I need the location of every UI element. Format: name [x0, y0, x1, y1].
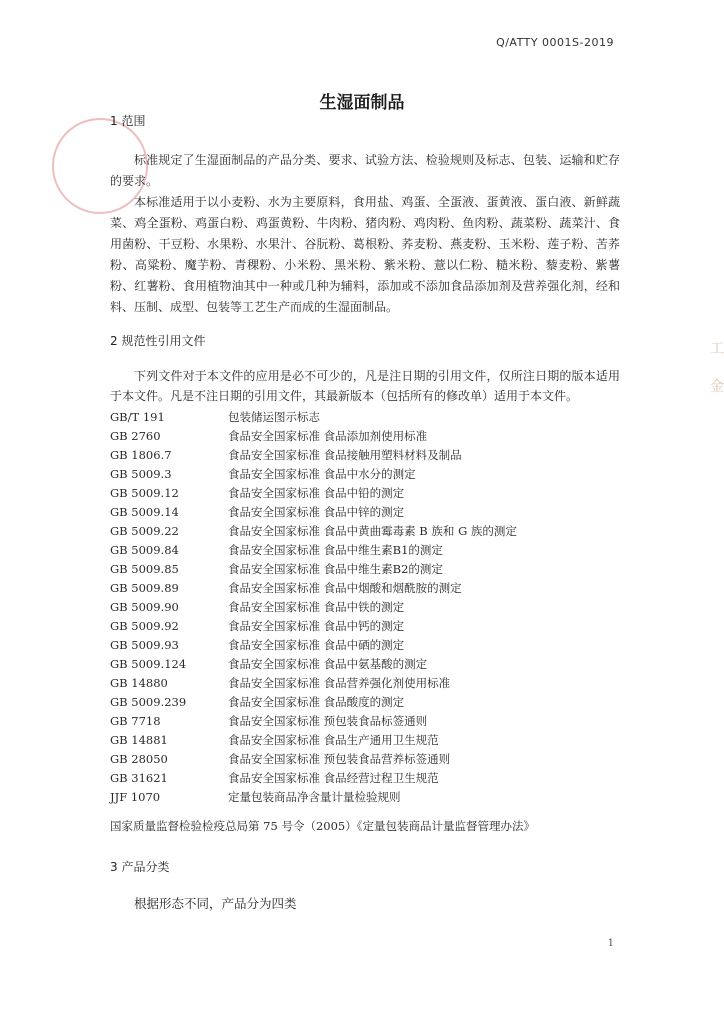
reference-code: GB 31621 — [110, 771, 168, 785]
edge-char-2: 金 — [710, 379, 724, 395]
reference-code: GB 28050 — [110, 752, 168, 766]
reference-row — [110, 579, 620, 598]
reference-code: GB 14880 — [110, 676, 168, 690]
scope-paragraph-1: 标准规定了生湿面制品的产品分类、要求、试验方法、检验规则及标志、包装、运输和贮存的要求。 — [110, 153, 620, 188]
section-heading-scope: 1 范围 — [110, 114, 146, 128]
reference-code: GB 5009.90 — [110, 600, 179, 614]
reference-list — [110, 408, 620, 807]
reference-code: GB 5009.239 — [110, 695, 187, 709]
edge-char-1: 工 — [710, 341, 724, 357]
reference-title: 食品安全国家标准 食品添加剂使用标准 — [228, 429, 428, 443]
reference-code: GB/T 191 — [110, 410, 165, 424]
references-intro: 下列文件对于本文件的应用是必不可少的，凡是注日期的引用文件，仅所注日期的版本适用于本文件。凡是不注日期的引用文件，其最新版本（包括所有的修改单）适用于本文件。 — [110, 369, 620, 403]
page-number: 1 — [607, 938, 614, 949]
reference-code: GB 2760 — [110, 429, 161, 443]
reference-row — [110, 712, 620, 731]
reference-row — [110, 655, 620, 674]
reference-title: 食品安全国家标准 食品中钙的测定 — [228, 619, 405, 633]
reference-title: 食品安全国家标准 食品中铁的测定 — [228, 600, 405, 614]
reference-title: 食品安全国家标准 食品中氨基酸的测定 — [228, 657, 428, 671]
reference-code: GB 5009.22 — [110, 524, 179, 538]
reference-code: GB 1806.7 — [110, 448, 172, 462]
reference-code: JJF 1070 — [110, 790, 161, 804]
reference-title: 食品安全国家标准 食品中锌的测定 — [228, 505, 405, 519]
reference-row — [110, 750, 620, 769]
reference-code: GB 5009.85 — [110, 562, 179, 576]
reference-title: 食品安全国家标准 食品中烟酸和烟酰胺的测定 — [228, 581, 462, 595]
section-heading-references: 2 规范性引用文件 — [110, 334, 206, 348]
reference-note: 国家质量监督检验检疫总局第 75 号令（2005）《定量包装商品计量监督管理办法》 — [110, 819, 535, 833]
reference-title: 食品安全国家标准 食品中硒的测定 — [228, 638, 405, 652]
reference-code: GB 5009.14 — [110, 505, 179, 519]
reference-code: GB 5009.3 — [110, 467, 172, 481]
document-title: 生湿面制品 — [319, 93, 405, 113]
reference-code: GB 5009.12 — [110, 486, 179, 500]
reference-row — [110, 617, 620, 636]
section-heading-classification: 3 产品分类 — [110, 860, 170, 874]
scope-paragraph-2: 本标准适用于以小麦粉、水为主要原料，食用盐、鸡蛋、全蛋液、蛋黄液、蛋白液、新鲜蔬菜、鸡全蛋粉、鸡蛋白粉、鸡蛋黄粉、牛肉粉、猪肉粉、鸡肉粉、鱼肉粉、蔬菜粉、蔬菜汁、食用菌粉、干豆粉、水果粉、水果汁、谷朊粉、葛根粉、荞麦粉、燕麦粉、玉米粉、莲子粉、苦荞粉、高粱粉、魔芋粉、青稞粉、小米粉、黑米粉、紫米粉、薏以仁粉、糙米粉、藜麦粉、紫薯粉、红薯粉、食用植物油其中一种或几种为辅料，添加或不添加食品添加剂及营养强化剂，经和料、压制、成型、包装等工艺生产而成的生湿面制品。 — [110, 195, 620, 314]
edge-seal-fragment — [710, 330, 724, 410]
document-code: Q/ATTY 0001S-2019 — [496, 36, 614, 49]
reference-code: GB 5009.93 — [110, 638, 179, 652]
reference-title: 食品安全国家标准 食品经营过程卫生规范 — [228, 771, 439, 785]
reference-code: GB 5009.124 — [110, 657, 187, 671]
reference-row — [110, 503, 620, 522]
reference-row — [110, 541, 620, 560]
reference-title: 定量包装商品净含量计量检验规则 — [228, 790, 401, 804]
reference-row — [110, 427, 620, 446]
reference-code: GB 7718 — [110, 714, 161, 728]
reference-row — [110, 465, 620, 484]
reference-row — [110, 560, 620, 579]
reference-row — [110, 636, 620, 655]
reference-row — [110, 731, 620, 750]
reference-title: 食品安全国家标准 食品中黄曲霉毒素 B 族和 G 族的测定 — [228, 524, 517, 538]
reference-title: 食品安全国家标准 食品营养强化剂使用标准 — [228, 676, 451, 690]
reference-code: GB 5009.89 — [110, 581, 179, 595]
reference-title: 食品安全国家标准 食品酸度的测定 — [228, 695, 405, 709]
reference-row — [110, 693, 620, 712]
reference-title: 食品安全国家标准 食品中维生素B1的测定 — [228, 543, 443, 557]
reference-title: 食品安全国家标准 食品接触用塑料材料及制品 — [228, 448, 462, 462]
reference-title: 食品安全国家标准 食品中水分的测定 — [228, 467, 416, 481]
reference-row — [110, 769, 620, 788]
reference-row — [110, 446, 620, 465]
reference-title: 包装储运图示标志 — [228, 410, 320, 424]
reference-row — [110, 408, 620, 427]
reference-title: 食品安全国家标准 食品中铅的测定 — [228, 486, 405, 500]
reference-title: 食品安全国家标准 食品生产通用卫生规范 — [228, 733, 439, 747]
reference-code: GB 14881 — [110, 733, 168, 747]
reference-code: GB 5009.84 — [110, 543, 179, 557]
reference-row — [110, 598, 620, 617]
reference-row — [110, 788, 620, 807]
classification-text: 根据形态不同，产品分为四类 — [134, 896, 297, 911]
reference-title: 食品安全国家标准 预包装食品标签通则 — [228, 714, 428, 728]
reference-title: 食品安全国家标准 预包装食品营养标签通则 — [228, 752, 451, 766]
reference-code: GB 5009.92 — [110, 619, 179, 633]
reference-row — [110, 674, 620, 693]
reference-title: 食品安全国家标准 食品中维生素B2的测定 — [228, 562, 443, 576]
reference-row — [110, 522, 620, 541]
reference-row — [110, 484, 620, 503]
